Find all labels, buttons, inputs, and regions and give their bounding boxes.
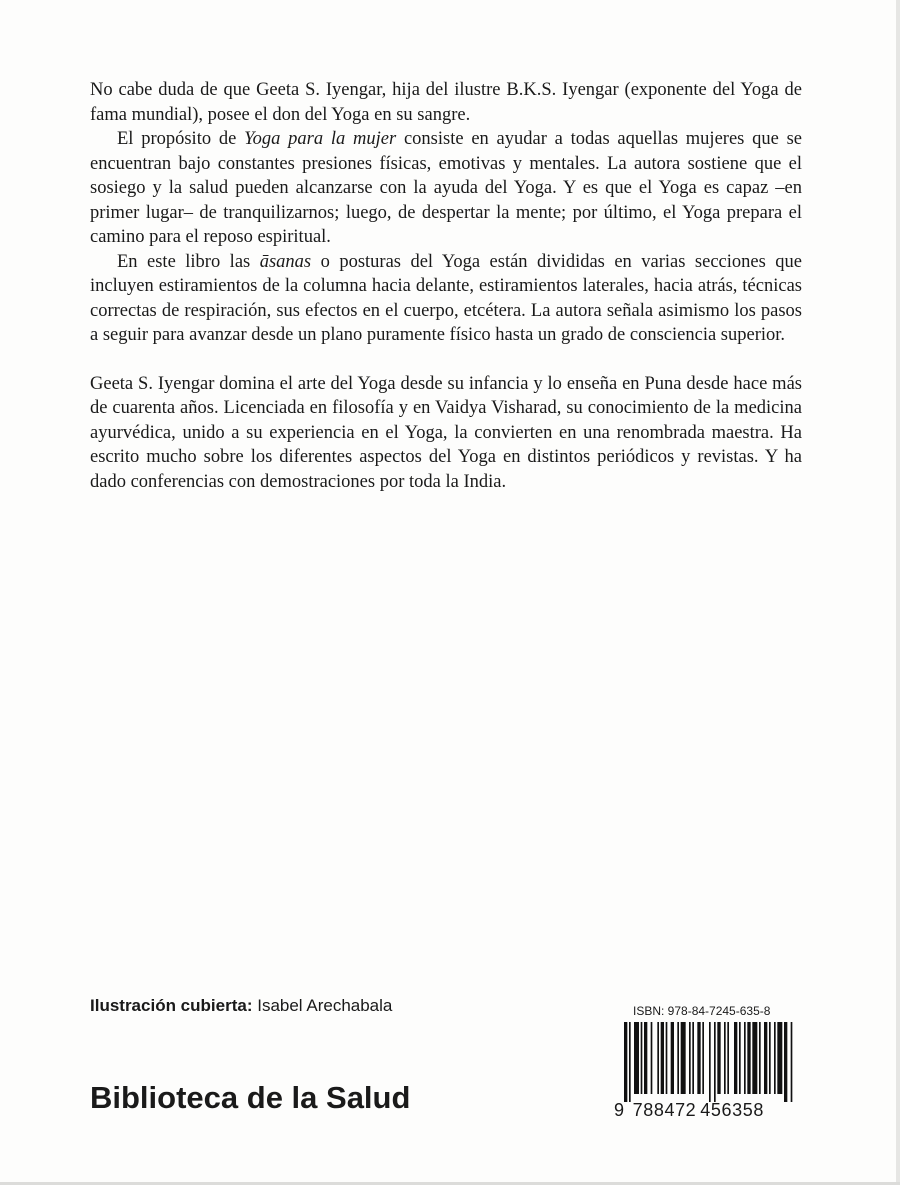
paragraph-purpose-after: consiste en ayudar a todas aquellas mujeres que se encuentran bajo constantes presiones físicas, emotivas y mentales. La autora sostiene que el sosiego y la salud pueden alcanzarse con la ayuda del Yoga. Y es que el Yoga es capaz –en primer lugar– de tranquilizarnos; luego, de despertar la mente; por último, el Yoga prepara el camino para el reposo espiritual. — [90, 129, 802, 247]
paragraph-asanas — [90, 250, 802, 348]
cover-illustration-credit — [90, 996, 392, 1016]
credit-label: Ilustración cubierta: — [90, 996, 253, 1015]
series-title: Biblioteca de la Salud — [90, 1080, 411, 1115]
synopsis-text — [90, 78, 802, 494]
paragraph-asanas-before: En este libro las — [117, 251, 260, 272]
paragraph-author-bio: Geeta S. Iyengar domina el arte del Yoga desde su infancia y lo enseña en Puna desde hace más de cuarenta años. Licenciada en filosofía y en Vaidya Visharad, su conocimiento de la medicina ayurvédica, unido a su experiencia en el Yoga, la convierten en una renombrada maestra. Ha escrito mucho sobre los diferentes aspectos del Yoga en distintos periódicos y revistas. Y ha dado conferencias con demostraciones por toda la India. — [90, 373, 802, 492]
book-title-italic: Yoga para la mujer — [244, 129, 397, 149]
paragraph-purpose-before: El propósito de — [117, 129, 245, 149]
asanas-italic: āsanas — [259, 251, 312, 272]
barcode-digits — [614, 1100, 764, 1121]
isbn-barcode-icon — [624, 1022, 794, 1102]
barcode-digits-right: 456358 — [700, 1100, 764, 1120]
paragraph-purpose — [90, 127, 802, 250]
page-right-edge — [896, 0, 900, 1185]
barcode-digit-lead: 9 — [614, 1100, 625, 1120]
paragraph-intro: No cabe duda de que Geeta S. Iyengar, hija del ilustre B.K.S. Iyengar (exponente del Yoga de fama mundial), posee el don del Yoga en su sangre. — [90, 80, 802, 125]
isbn-label: ISBN: 978-84-7245-635-8 — [633, 1004, 771, 1018]
barcode-digits-left: 788472 — [632, 1100, 697, 1120]
paragraph-asanas-after: o posturas del Yoga están divididas en varias secciones que incluyen estiramientos de la columna hacia delante, estiramientos laterales, hacia atrás, técnicas correctas de respiración, sus efectos en el cuerpo, etcétera. La autora señala asimismo los pasos a seguir para avanzar desde un plano puramente físico hasta un grado de consciencia superior. — [90, 251, 802, 345]
credit-name: Isabel Arechabala — [257, 996, 393, 1015]
